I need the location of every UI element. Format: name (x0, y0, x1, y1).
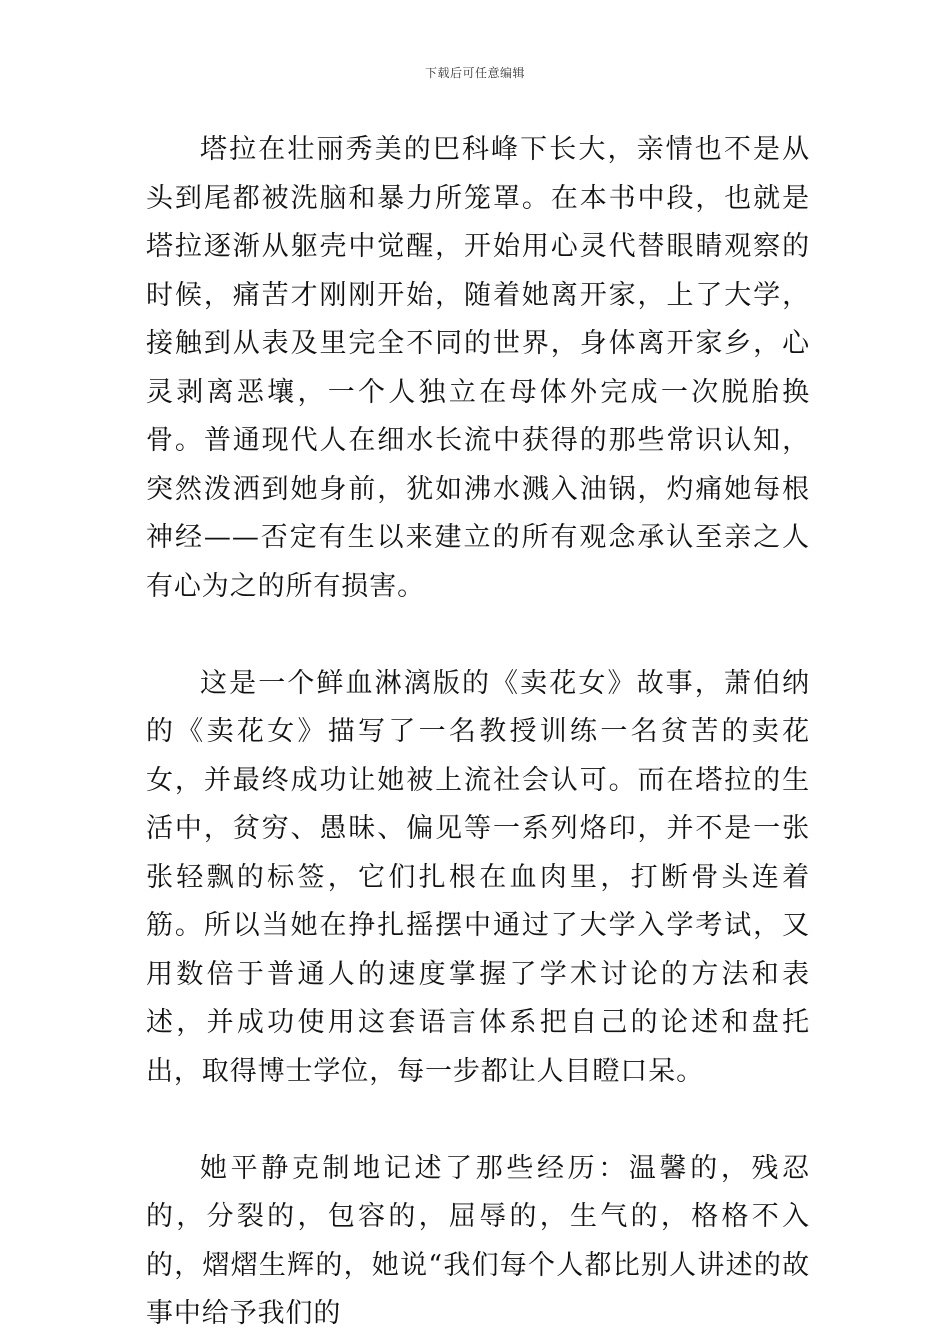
paragraph: 她平静克制地记述了那些经历：温馨的，残忍的，分裂的，包容的，屈辱的，生气的，格格不入的，熠熠生辉的，她说“我们每个人都比别人讲述的故事中给予我们的 (146, 1152, 810, 1329)
paragraph: 塔拉在壮丽秀美的巴科峰下长大，亲情也不是从头到尾都被洗脑和暴力所笼罩。在本书中段，也就是塔拉逐渐从躯壳中觉醒，开始用心灵代替眼睛观察的时候，痛苦才刚刚开始，随着她离开家，上了大学，接触到从表及里完全不同的世界，身体离开家乡，心灵剥离恶壤，一个人独立在母体外完成一次脱胎换骨。普通现代人在细水长流中获得的那些常识认知，突然泼洒到她身前，犹如沸水溅入油锅，灼痛她每根神经——否定有生以来建立的所有观念承认至亲之人有心为之的所有损害。 (146, 134, 810, 602)
paragraph: 这是一个鲜血淋漓版的《卖花女》故事，萧伯纳的《卖花女》描写了一名教授训练一名贫苦的卖花女，并最终成功让她被上流社会认可。而在塔拉的生活中，贫穷、愚昧、偏见等一系列烙印，并不是一张张轻飘的标签，它们扎根在血肉里，打断骨头连着筋。所以当她在挣扎摇摆中通过了大学入学考试，又用数倍于普通人的速度掌握了学术讨论的方法和表述，并成功使用这套语言体系把自己的论述和盘托出，取得博士学位，每一步都让人目瞪口呆。 (146, 667, 810, 1087)
page-header: 下载后可任意编辑 (424, 66, 525, 80)
body-text (146, 126, 810, 1339)
